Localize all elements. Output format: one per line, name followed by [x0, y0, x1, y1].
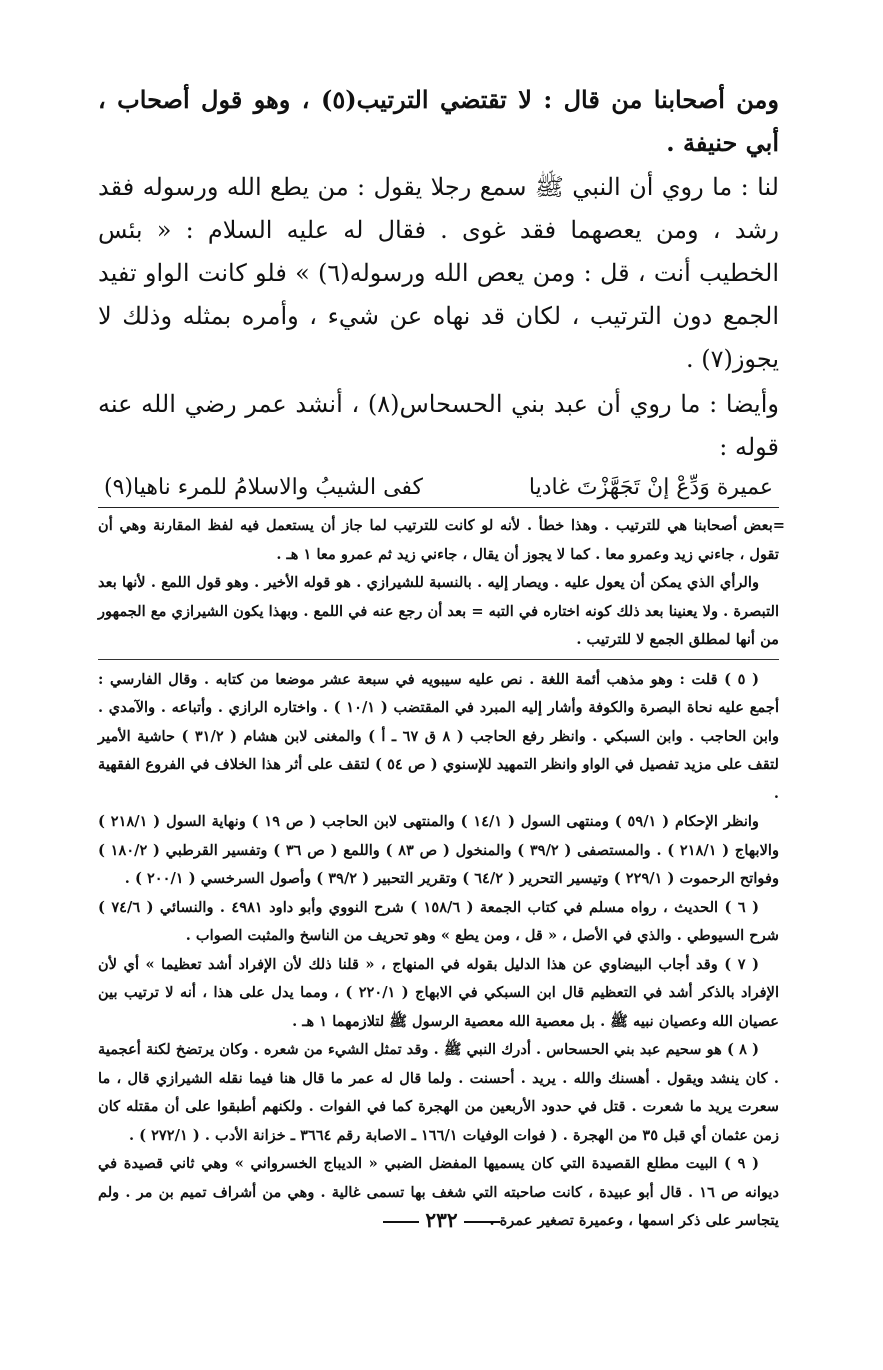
page-number	[0, 1208, 883, 1232]
footnote-5: ( ٥ ) قلت : وهو مذهب أئمة اللغة . نص عليه سيبويه في سبعة عشر موضعا من كتابه . وقال الفارسي : أجمع عليه نحاة البصرة والكوفة وأشار إليه المبرد في المقتضب ( ١٠/١ ) . واختاره الرازي . وأتباعه . والآمدي . وابن الحاجب . وابن السبكي . وانظر رفع الحاجب ( ٨ ق ٦٧ ـ أ ) والمغنى لابن هشام ( ٣١/٢ ) حاشية الأمير لتقف على مزيد تفصيل في الواو وانظر التمهيد للإسنوي ( ص ٥٤ ) لتقف على أثر هذا الخلاف في الفروع الفقهية .	[98, 670, 779, 802]
footnote-divider	[98, 659, 779, 660]
main-paragraph-3: وأيضا : ما روي أن عبد بني الحسحاس(٨) ، أنشد عمر رضي الله عنه قوله :	[98, 390, 779, 461]
footnote-9: ( ٩ ) البيت مطلع القصيدة التي كان يسميها المفضل الضبي « الديباج الخسرواني » وهي ثاني قصيدة في ديوانه ص ١٦ . قال أبو عبيدة ، كانت صاحبته التي شغف بها تسمى غالية . وهي من أشراف تميم بن مر . ولم يتجاسر على ذكر اسمها ، وعميرة تصغير عمرة .	[98, 1155, 779, 1229]
footnote-continuation-1: =بعض أصحابنا هي للترتيب . وهذا خطأ . لأنه لو كانت للترتيب لما جاز أن يستعمل فيه لفظ المقارنة وهي أن تقول ، جاءني زيد وعمرو معا . كما لا يجوز أن يقال ، جاءني زيد ثم عمرو معا ١ هـ .	[98, 517, 785, 563]
verse-first-hemistich: عميرة وَدِّعْ إنْ تَجَهَّزْتَ غاديا	[528, 475, 773, 500]
page-number-dash-right	[464, 1221, 500, 1223]
poetry-verse	[98, 469, 779, 508]
main-paragraph-2: لنا : ما روي أن النبي ﷺ سمع رجلا يقول : من يطع الله ورسوله فقد رشد ، ومن يعصهما فقد غوى . فقال له عليه السلام : « بئس الخطيب أنت ، قل : ومن يعص الله ورسوله(٦) » فلو كانت الواو تفيد الجمع دون الترتيب ، لكان قد نهاه عن شيء ، وأمره بمثله وذلك لا يجوز(٧) .	[98, 173, 779, 373]
verse-second-hemistich: كفى الشيبُ والاسلامُ للمرء ناهيا(٩)	[104, 475, 424, 500]
main-text	[98, 78, 779, 508]
page-number-dash-left	[383, 1221, 419, 1223]
footnote-7: ( ٧ ) وقد أجاب البيضاوي عن هذا الدليل بقوله في المنهاج ، « قلنا ذلك لأن الإفراد أشد تعظيما » أي لأن الإفراد بالذكر أشد في التعظيم قال ابن السبكي في الابهاج ( ٢٢٠/١ ) ، ومما يدل على هذا ، أنه لا ترتيب بين عصيان الله وعصيان نبيه ﷺ . بل معصية الله معصية الرسول ﷺ لتلازمهما ١ هـ .	[98, 955, 779, 1030]
footnote-6: ( ٦ ) الحديث ، رواه مسلم في كتاب الجمعة ( ١٥٨/٦ ) شرح النووي وأبو داود ٤٩٨١ . والنسائي ( ٧٤/٦ ) شرح السيوطي . والذي في الأصل ، « قل ، ومن يطع » وهو تحريف من الناسخ والمثبت الصواب .	[98, 898, 779, 944]
page-number-value: ٢٣٢	[425, 1208, 458, 1232]
main-paragraph-1: ومن أصحابنا من قال : لا تقتضي الترتيب(٥) ، وهو قول أصحاب ، أبي حنيفة .	[98, 85, 779, 157]
footnote-5-continued: وانظر الإحكام ( ٥٩/١ ) ومنتهى السول ( ١٤/١ ) والمنتهى لابن الحاجب ( ص ١٩ ) ونهاية السول ( ٢١٨/١ ) والابهاج ( ٢١٨/١ ) . والمستصفى ( ٣٩/٢ ) والمنخول ( ص ٨٣ ) واللمع ( ص ٣٦ ) وتفسير القرطبي ( ١٨٠/٢ ) وفواتح الرحموت ( ٢٢٩/١ ) وتيسير التحرير ( ٦٤/٢ ) وتقرير التحبير ( ٣٩/٢ ) وأصول السرخسي ( ٢٠٠/١ ) .	[98, 813, 780, 887]
footnotes	[98, 512, 785, 1236]
footnote-8: ( ٨ ) هو سحيم عبد بني الحسحاس . أدرك النبي ﷺ . وقد تمثل الشيء من شعره . وكان يرتضخ لكنة أعجمية . كان ينشد ويقول . أهسنك والله . يريد . أحسنت . ولما قال له عمر ما قال هنا فيما نقله الشيرازي قال ، ما سعرت يريد ما شعرت . قتل في حدود الأربعين من الهجرة كما في الفوات . ولكنهم أطبقوا على أن مقتله كان زمن عثمان أي قبل ٣٥ من الهجرة . ( فوات الوفيات ١٦٦/١ ـ الاصابة رقم ٣٦٦٤ ـ خزانة الأدب . ( ٢٧٢/١ ) .	[98, 1041, 779, 1144]
footnote-continuation-2: والرأي الذي يمكن أن يعول عليه . ويصار إليه . بالنسبة للشيرازي . هو قوله الأخير . وهو قول اللمع . لأنها بعد التبصرة . ولا يعنينا بعد ذلك كونه اختاره في التبه = بعد أن رجع عنه في اللمع . وبهذا يكون الشيرازي مع الجمهور من أنها لمطلق الجمع لا للترتيب .	[98, 574, 779, 648]
